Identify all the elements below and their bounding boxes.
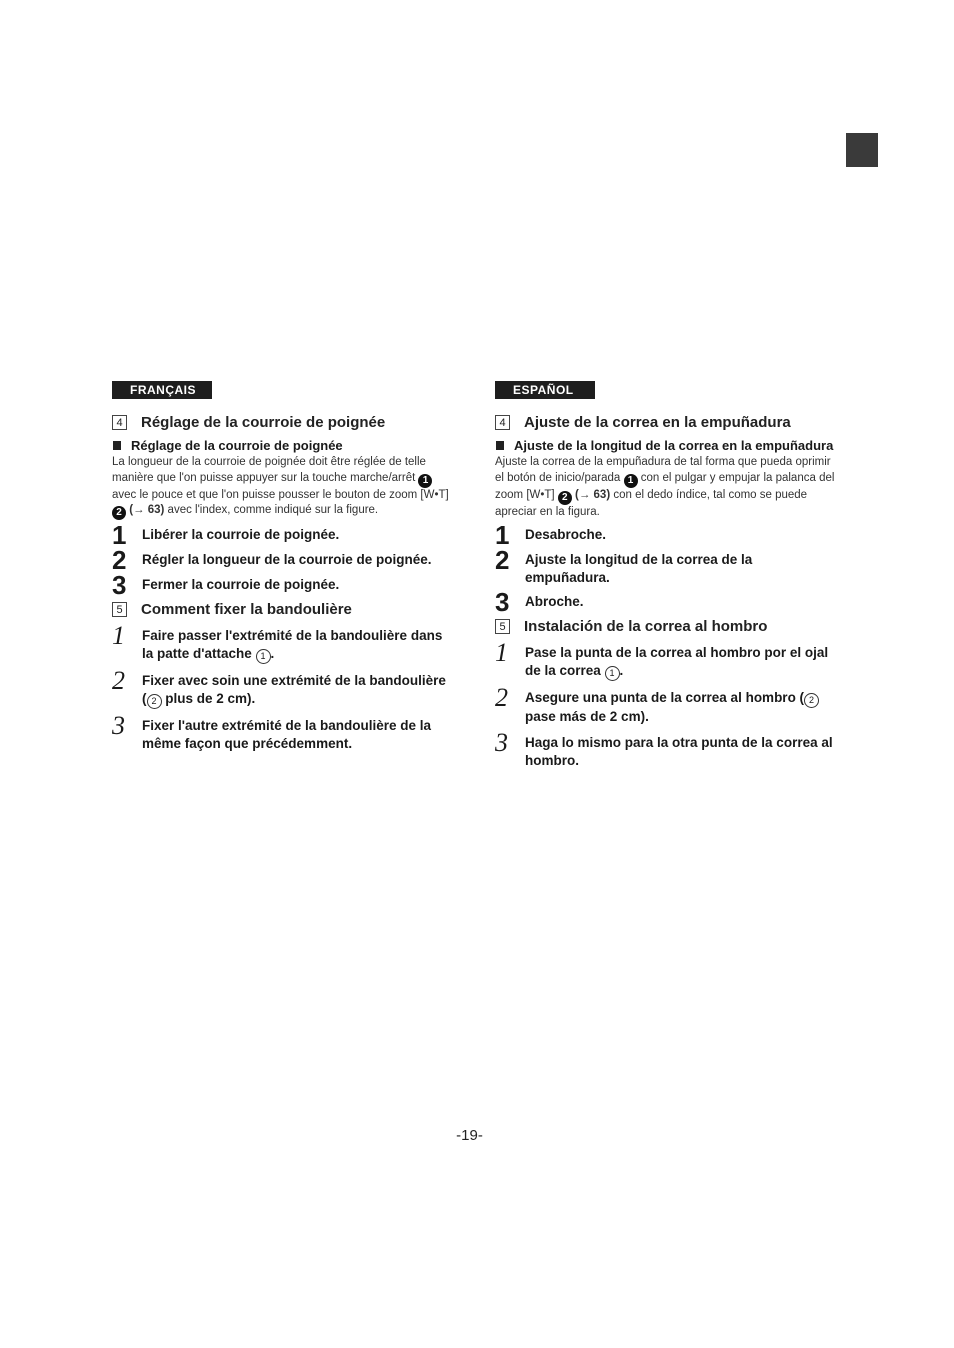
step-text: Desabroche. bbox=[525, 527, 607, 543]
step-number: 1 bbox=[495, 638, 508, 668]
step-3-es bbox=[495, 587, 835, 618]
step-text: Fixer avec soin une extrémité de la bandoulière ( 2 plus de 2 cm). bbox=[142, 671, 452, 709]
step-2-es bbox=[495, 545, 835, 587]
language-badge-spanish: ESPAÑOL bbox=[495, 381, 595, 399]
body-paragraph-es bbox=[495, 455, 835, 520]
step-number: 2 bbox=[112, 666, 125, 696]
step-number: 1 bbox=[112, 621, 125, 651]
step-5-2-es bbox=[495, 683, 835, 726]
section-number-box: 5 bbox=[112, 602, 127, 617]
number-1-dot-icon: 1 bbox=[418, 474, 432, 488]
body-text-part: con el pulgar y empujar la palanca del zoom [W•T] bbox=[495, 471, 835, 501]
page-number bbox=[0, 1127, 954, 1144]
spanish-column bbox=[495, 381, 835, 770]
body-text-part: Ajuste la correa de la empuñadura de tal forma que pueda oprimir el botón de inicio/parada bbox=[495, 456, 831, 484]
step-text: Haga lo mismo para la otra punta de la correa al hombro. bbox=[525, 735, 833, 769]
language-badge-french: FRANÇAIS bbox=[112, 381, 212, 399]
step-text: Asegure una punta de la correa al hombro ( 2 pase más de 2 cm). bbox=[525, 688, 835, 726]
step-text: Ajuste la longitud de la correa de la empuñadura. bbox=[525, 552, 753, 586]
french-column bbox=[112, 381, 452, 753]
circled-2-icon: 2 bbox=[804, 693, 819, 708]
step-text: Abroche. bbox=[525, 594, 584, 610]
step-5-1-fr bbox=[112, 621, 452, 664]
page-number-text: -19- bbox=[456, 1127, 483, 1144]
section-4-title-es bbox=[495, 414, 835, 431]
step-number: 3 bbox=[112, 711, 125, 741]
section-number-box: 4 bbox=[112, 415, 127, 430]
step-number: 2 bbox=[495, 683, 508, 713]
number-2-dot-icon: 2 bbox=[558, 491, 572, 505]
step-3-fr bbox=[112, 570, 452, 601]
step-5-3-fr bbox=[112, 711, 452, 753]
step-text: Fermer la courroie de poignée. bbox=[142, 577, 340, 593]
circled-1-icon: 1 bbox=[605, 666, 620, 681]
section-number-box: 5 bbox=[495, 619, 510, 634]
number-1-dot-icon: 1 bbox=[624, 474, 638, 488]
step-text: Régler la longueur de la courroie de poignée. bbox=[142, 552, 432, 568]
step-5-1-es bbox=[495, 638, 835, 681]
step-1-es bbox=[495, 520, 835, 551]
step-number: 3 bbox=[495, 587, 510, 618]
step-number: 1 bbox=[495, 520, 510, 551]
body-text-part: avec le pouce et que l'on puisse pousser le bouton de zoom [W•T] bbox=[112, 488, 449, 501]
subheading-fr bbox=[112, 437, 452, 454]
circled-1-icon: 1 bbox=[256, 649, 271, 664]
circled-2-icon: 2 bbox=[147, 694, 162, 709]
step-number: 2 bbox=[112, 545, 127, 576]
step-text: Fixer l'autre extrémité de la bandoulière de la même façon que précédemment. bbox=[142, 718, 432, 752]
subheading-es bbox=[495, 437, 835, 454]
step-text: Pase la punta de la correa al hombro por el ojal de la correa 1 . bbox=[525, 643, 835, 681]
step-number: 2 bbox=[495, 545, 510, 576]
body-text-part: avec l'index, comme indiqué sur la figure. bbox=[164, 504, 379, 517]
step-number: 3 bbox=[495, 728, 508, 758]
section-title-text: Instalación de la correa al hombro bbox=[524, 618, 768, 636]
corner-tab-marker bbox=[846, 133, 878, 167]
body-text-part: La longueur de la courroie de poignée doit être réglée de telle manière que l'on puisse appuyer sur la touche marche/arrêt bbox=[112, 456, 426, 484]
page-reference: (→ 63) bbox=[129, 504, 165, 517]
subheading-text: Ajuste de la longitud de la correa en la empuñadura bbox=[514, 438, 834, 453]
body-text-part: con el dedo índice, tal como se puede apreciar en la figura. bbox=[495, 488, 808, 518]
section-title-text: Comment fixer la bandoulière bbox=[141, 601, 352, 619]
section-title-text: Ajuste de la correa en la empuñadura bbox=[524, 414, 791, 431]
square-bullet-icon bbox=[113, 441, 121, 450]
subheading-text: Réglage de la courroie de poignée bbox=[131, 438, 343, 453]
step-2-fr bbox=[112, 545, 452, 576]
section-5-title-es bbox=[495, 618, 835, 635]
step-5-2-fr bbox=[112, 666, 452, 709]
page-reference: (→ 63) bbox=[575, 488, 611, 501]
step-number: 1 bbox=[112, 520, 127, 551]
number-2-dot-icon: 2 bbox=[112, 506, 126, 520]
step-1-fr bbox=[112, 520, 452, 551]
step-text: Faire passer l'extrémité de la bandoulière dans la patte d'attache 1 . bbox=[142, 626, 452, 664]
step-5-3-es bbox=[495, 728, 835, 770]
square-bullet-icon bbox=[496, 441, 504, 450]
section-title-text: Réglage de la courroie de poignée bbox=[141, 414, 386, 431]
section-number-box: 4 bbox=[495, 415, 510, 430]
step-number: 3 bbox=[112, 570, 127, 601]
section-5-title-fr bbox=[112, 601, 452, 618]
section-4-title-fr bbox=[112, 414, 452, 431]
step-text: Libérer la courroie de poignée. bbox=[142, 527, 340, 543]
body-paragraph-fr bbox=[112, 455, 452, 520]
